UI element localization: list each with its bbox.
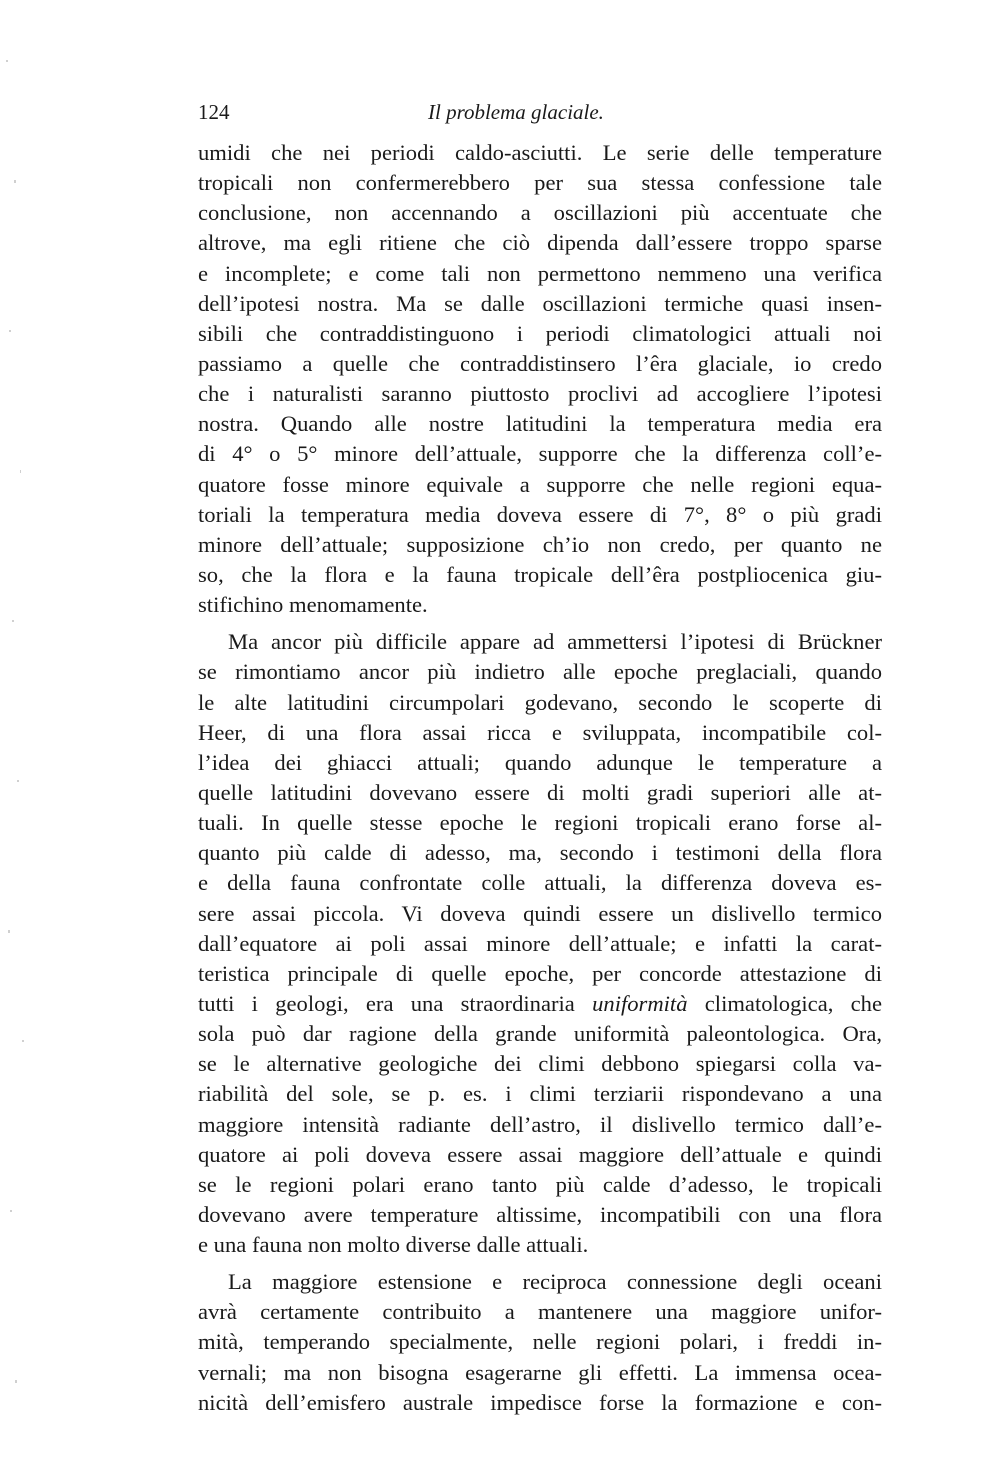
text-line: e una fauna non molto diverse dalle attuali. [198, 1232, 589, 1258]
page-number: 124 [198, 100, 230, 124]
text-line: toriali la temperatura media doveva essere di 7°, 8° o più gradi [198, 501, 882, 527]
text-line: riabilità del sole, se p. es. i climi terziarii rispondevano a una [198, 1081, 882, 1107]
text-line: quelle latitudini dovevano essere di molti gradi superiori alle at- [198, 779, 882, 805]
body-text [198, 138, 882, 1418]
text-line: altrove, ma egli ritiene che ciò dipenda dall’essere troppo sparse [198, 230, 882, 256]
text-line: La maggiore estensione e reciproca connessione degli oceani [228, 1269, 882, 1295]
text-line: quatore ai poli doveva essere assai maggiore dell’attuale e quindi [198, 1141, 882, 1167]
text-line: avrà certamente contribuito a mantenere una maggiore unifor- [198, 1299, 882, 1325]
text-line: se le regioni polari erano tanto più calde d’adesso, le tropicali [198, 1171, 882, 1197]
text-line: stifichino menomamente. [198, 592, 428, 618]
text-line: nostra. Quando alle nostre latitudini la temperatura media era [198, 411, 882, 437]
text-line: se rimontiamo ancor più indietro alle epoche preglaciali, quando [198, 659, 882, 685]
text-line: tuali. In quelle stesse epoche le regioni tropicali erano forse al- [198, 810, 882, 836]
text-line: e incomplete; e come tali non permettono nemmeno una verifica [198, 260, 882, 286]
text-line: vernali; ma non bisogna esagerarne gli effetti. La immensa ocea- [198, 1359, 882, 1385]
text-line: dovevano avere temperature altissime, incompatibili con una flora [198, 1201, 882, 1227]
text-line: passiamo a quelle che contraddistinsero l’êra glaciale, io credo [198, 350, 882, 376]
text-line: nicità dell’emisfero australe impedisce forse la formazione e con- [198, 1389, 882, 1415]
text-line-with-italic: tutti i geologi, era una straordinaria uniformità climatologica, che [198, 990, 883, 1016]
text-line: maggiore intensità radiante dell’astro, il dislivello termico dall’e- [198, 1111, 882, 1137]
text-line: sere assai piccola. Vi doveva quindi essere un dislivello termico [198, 900, 882, 926]
text-line: sola può dar ragione della grande uniformità paleontologica. Ora, [198, 1021, 882, 1047]
text-line: dell’ipotesi nostra. Ma se dalle oscillazioni termiche quasi insen- [198, 290, 882, 316]
paragraph [198, 138, 882, 620]
scan-edge-noise [0, 0, 42, 1475]
paragraph [198, 1267, 882, 1418]
text-line: se le alternative geologiche dei climi debbono spiegarsi colla va- [198, 1051, 882, 1077]
text-line: Ma ancor più difficile appare ad ammettersi l’ipotesi di Brückner [228, 629, 882, 655]
text-line: tropicali non confermerebbero per sua stessa confessione tale [198, 170, 882, 196]
text-line: teristica principale di quelle epoche, per concorde attestazione di [198, 960, 882, 986]
text-line: conclusione, non accennando a oscillazioni più accentuate che [198, 200, 882, 226]
page-header [198, 100, 888, 130]
text-line: l’idea dei ghiacci attuali; quando adunque le temperature a [198, 749, 882, 775]
italic-word: uniformità [592, 990, 688, 1016]
paragraph [198, 627, 882, 1260]
text-line: le alte latitudini circumpolari godevano, secondo le scoperte di [198, 689, 882, 715]
text-line: umidi che nei periodi caldo-asciutti. Le serie delle temperature [198, 140, 882, 165]
text-line: Heer, di una flora assai ricca e sviluppata, incompatibile col- [198, 719, 882, 745]
text-line: e della fauna confrontate colle attuali, la differenza doveva es- [198, 870, 882, 896]
text-line: mità, temperando specialmente, nelle regioni polari, i freddi in- [198, 1329, 882, 1355]
text-line: quanto più calde di adesso, ma, secondo i testimoni della flora [198, 840, 882, 866]
text-line: dall’equatore ai poli assai minore dell’attuale; e infatti la carat- [198, 930, 882, 956]
running-title: Il problema glaciale. [428, 100, 604, 124]
text-line: di 4° o 5° minore dell’attuale, supporre che la differenza coll’e- [198, 441, 882, 467]
text-line: quatore fosse minore equivale a supporre che nelle regioni equa- [198, 471, 882, 497]
text-line: so, che la flora e la fauna tropicale dell’êra postpliocenica giu- [198, 561, 882, 587]
text-line: minore dell’attuale; supposizione ch’io non credo, per quanto ne [198, 531, 882, 557]
text-line: che i naturalisti saranno piuttosto proclivi ad accogliere l’ipotesi [198, 381, 882, 407]
text-line: sibili che contraddistinguono i periodi climatologici attuali noi [198, 320, 882, 346]
